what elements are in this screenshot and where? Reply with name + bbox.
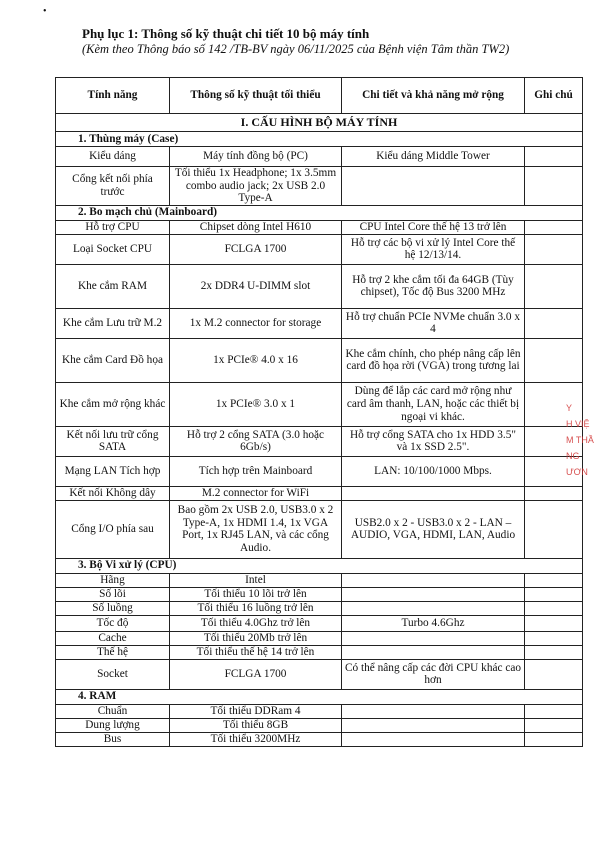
table-row [56,382,583,426]
cell-detail [342,573,525,587]
cell-spec: Hỗ trợ 2 cổng SATA (3.0 hoặc 6Gb/s) [170,426,342,456]
cell-detail [342,732,525,746]
section-title: I. CẤU HÌNH BỘ MÁY TÍNH [56,114,583,132]
cell-spec: Tích hợp trên Mainboard [170,456,342,486]
red-stamp [566,400,600,500]
stamp-text: NG ƯƠN [566,451,588,477]
document-subtitle: (Kèm theo Thông báo số 142 /TB-BV ngày 06/11/2025 của Bệnh viện Tâm thần TW2) [82,42,510,56]
group-title: 1. Thùng máy (Case) [56,132,583,147]
cell-detail: Dùng để lắp các card mở rộng như card âm thanh, LAN, hoặc các thiết bị ngoại vi khác. [342,382,525,426]
cell-feature: Socket [56,659,170,689]
cell-feature: Khe cắm mở rộng khác [56,382,170,426]
cell-feature: Khe cắm RAM [56,264,170,308]
header-row [56,78,583,114]
table-row [56,601,583,615]
table-row [56,426,583,456]
header-min-spec: Thông số kỹ thuật tối thiểu [170,78,342,114]
cell-feature: Dung lượng [56,718,170,732]
cell-spec: Tối thiểu 20Mb trở lên [170,631,342,645]
document-title: Phụ lục 1: Thông số kỹ thuật chi tiết 10 bộ máy tính [82,26,370,41]
cell-note [525,338,583,382]
table-row [56,234,583,264]
cell-note [525,587,583,601]
table-row [56,645,583,659]
cell-spec: Bao gồm 2x USB 2.0, USB3.0 x 2 Type-A, 1x HDMI 1.4, 1x VGA Port, 1x RJ45 LAN, và các cổng Audio. [170,500,342,558]
cell-note [525,601,583,615]
cell-note [525,308,583,338]
header-feature: Tính năng [56,78,170,114]
table-row [56,308,583,338]
cell-detail [342,587,525,601]
cell-spec: Tối thiểu 4.0Ghz trở lên [170,615,342,631]
cell-note [525,500,583,558]
cell-note [525,234,583,264]
table-row [56,587,583,601]
cell-detail: Có thể nâng cấp các đời CPU khác cao hơn [342,659,525,689]
cell-feature: Kết nối Không dây [56,486,170,500]
section-row [56,114,583,132]
table-row [56,486,583,500]
cell-detail: Kiểu dáng Middle Tower [342,147,525,167]
table-row [56,220,583,234]
cell-spec: Chipset dòng Intel H610 [170,220,342,234]
table-row [56,456,583,486]
cell-detail [342,167,525,206]
table-row [56,167,583,206]
table-row [56,704,583,718]
cell-feature: Thế hệ [56,645,170,659]
cell-note [525,573,583,587]
cell-spec: FCLGA 1700 [170,234,342,264]
group-row [56,132,583,147]
cell-spec: Intel [170,573,342,587]
cell-feature: Khe cắm Card Đồ họa [56,338,170,382]
spec-table-body [56,114,583,747]
header-note: Ghi chú [525,78,583,114]
cell-note [525,631,583,645]
group-title: 3. Bộ Vi xử lý (CPU) [56,558,583,573]
cell-note [525,167,583,206]
cell-detail: LAN: 10/100/1000 Mbps. [342,456,525,486]
cell-note [525,147,583,167]
cell-detail: Turbo 4.6Ghz [342,615,525,631]
cell-spec: Tối thiểu 16 luồng trở lên [170,601,342,615]
stamp-text: Y [566,403,573,413]
group-row [56,689,583,704]
cell-feature: Hãng [56,573,170,587]
table-row [56,732,583,746]
cell-detail: Hỗ trợ chuẩn PCIe NVMe chuẩn 3.0 x 4 [342,308,525,338]
cell-note [525,659,583,689]
cell-detail: USB2.0 x 2 - USB3.0 x 2 - LAN – AUDIO, VGA, HDMI, LAN, Audio [342,500,525,558]
cell-feature: Chuẩn [56,704,170,718]
cell-feature: Cổng kết nối phía trước [56,167,170,206]
group-title: 4. RAM [56,689,583,704]
stamp-text: H VIỆ [566,419,590,429]
cell-detail: Hỗ trợ cổng SATA cho 1x HDD 3.5" và 1x SSD 2.5". [342,426,525,456]
cell-feature: Số luồng [56,601,170,615]
cell-detail [342,601,525,615]
table-row [56,264,583,308]
cell-spec: Tối thiểu 1x Headphone; 1x 3.5mm combo audio jack; 2x USB 2.0 Type-A [170,167,342,206]
cell-spec: 1x PCIe® 4.0 x 16 [170,338,342,382]
cell-note [525,732,583,746]
group-title: 2. Bo mạch chủ (Mainboard) [56,205,583,220]
group-row [56,558,583,573]
cell-detail [342,631,525,645]
cell-spec: Tối thiểu 8GB [170,718,342,732]
cell-spec: 1x M.2 connector for storage [170,308,342,338]
cell-spec: M.2 connector for WiFi [170,486,342,500]
table-row [56,718,583,732]
table-row [56,659,583,689]
cell-spec: Tối thiểu 10 lõi trở lên [170,587,342,601]
page-mark: • [43,6,47,17]
cell-spec: 1x PCIe® 3.0 x 1 [170,382,342,426]
cell-note [525,264,583,308]
cell-detail: Khe cắm chính, cho phép nâng cấp lên card đồ họa rời (VGA) trong tương lai [342,338,525,382]
cell-detail [342,645,525,659]
cell-spec: Tối thiểu DDRam 4 [170,704,342,718]
cell-note [525,704,583,718]
table-row [56,338,583,382]
spec-table [55,77,583,747]
cell-detail [342,704,525,718]
table-row [56,615,583,631]
cell-detail [342,718,525,732]
table-row [56,631,583,645]
cell-detail: Hỗ trợ các bộ vi xử lý Intel Core thế hệ 12/13/14. [342,234,525,264]
stamp-text: M THẦ [566,435,594,445]
cell-note [525,645,583,659]
cell-feature: Hỗ trợ CPU [56,220,170,234]
table-row [56,500,583,558]
cell-feature: Cache [56,631,170,645]
cell-feature: Kết nối lưu trữ cổng SATA [56,426,170,456]
header-detail: Chi tiết và khả năng mở rộng [342,78,525,114]
cell-spec: 2x DDR4 U-DIMM slot [170,264,342,308]
table-row [56,147,583,167]
cell-feature: Số lõi [56,587,170,601]
cell-feature: Bus [56,732,170,746]
cell-detail [342,486,525,500]
cell-detail: CPU Intel Core thế hệ 13 trở lên [342,220,525,234]
cell-note [525,220,583,234]
cell-spec: FCLGA 1700 [170,659,342,689]
cell-feature: Kiểu dáng [56,147,170,167]
cell-feature: Tốc độ [56,615,170,631]
cell-feature: Mạng LAN Tích hợp [56,456,170,486]
cell-spec: Máy tính đồng bộ (PC) [170,147,342,167]
cell-note [525,615,583,631]
cell-detail: Hỗ trợ 2 khe cắm tối đa 64GB (Tùy chipset), Tốc độ Bus 3200 MHz [342,264,525,308]
cell-note [525,718,583,732]
cell-feature: Loại Socket CPU [56,234,170,264]
table-row [56,573,583,587]
cell-spec: Tối thiểu 3200MHz [170,732,342,746]
cell-spec: Tối thiểu thế hệ 14 trở lên [170,645,342,659]
cell-feature: Khe cắm Lưu trữ M.2 [56,308,170,338]
cell-feature: Cổng I/O phía sau [56,500,170,558]
group-row [56,205,583,220]
